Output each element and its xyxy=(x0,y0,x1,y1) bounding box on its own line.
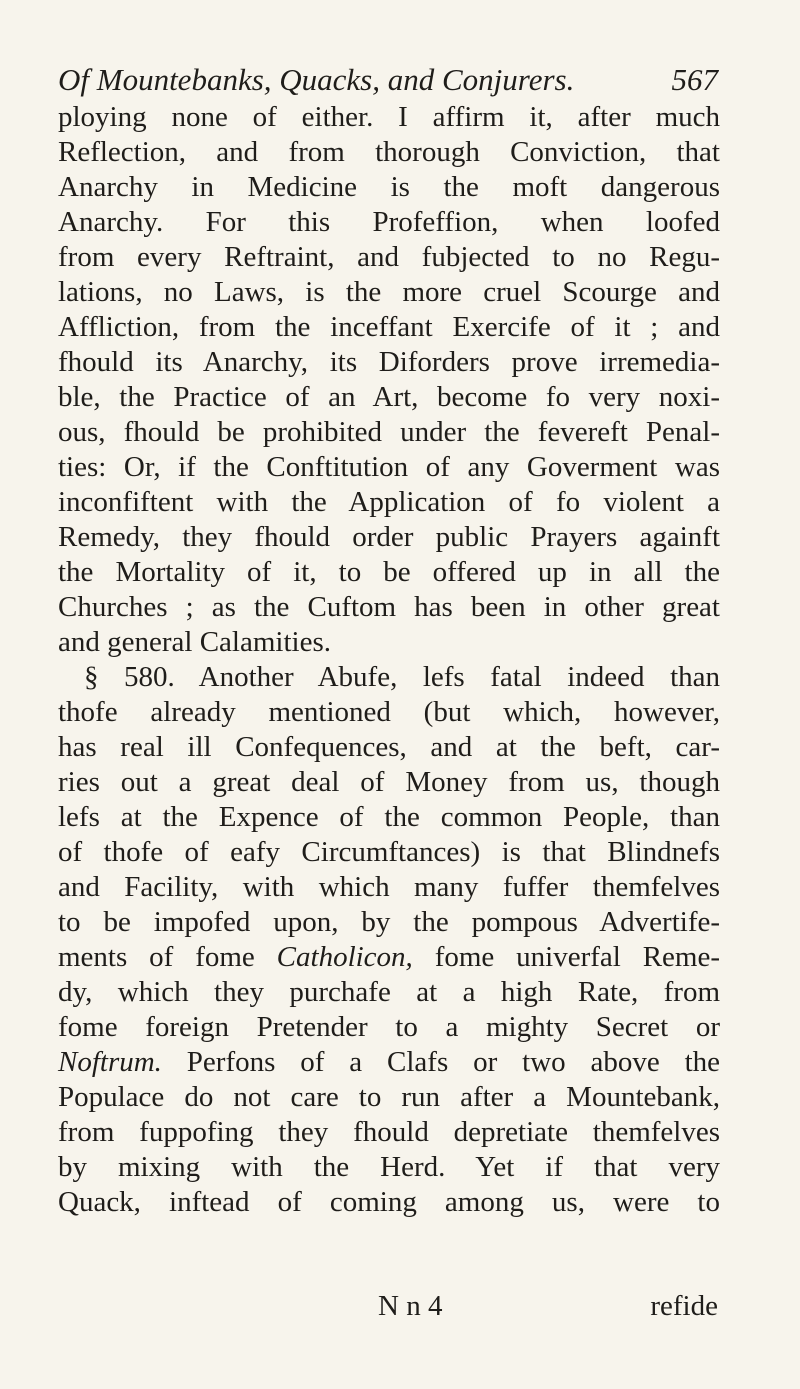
text-line: Churches ; as the Cuftom has been in other great xyxy=(58,591,720,623)
text-line: and Facility, with which many fuffer themfelves xyxy=(58,871,720,903)
page-number: 567 xyxy=(671,62,718,97)
text-line: fhould its Anarchy, its Diforders prove irremedia- xyxy=(58,346,720,378)
text-line: Anarchy in Medicine is the moft dangerous xyxy=(58,171,720,203)
text-line: fome foreign Pretender to a mighty Secret or xyxy=(58,1011,720,1043)
text-line: to be impofed upon, by the pompous Advertife- xyxy=(58,906,720,938)
text-line: lefs at the Expence of the common People, than xyxy=(58,801,720,833)
text-line: from every Reftraint, and fubjected to no Regu- xyxy=(58,241,720,273)
text-line: thofe already mentioned (but which, however, xyxy=(58,696,720,728)
text-line: ous, fhould be prohibited under the fevereft Penal- xyxy=(58,416,720,448)
running-title: Of Mountebanks, Quacks, and Conjurers. xyxy=(58,62,575,97)
text-line: ploying none of either. I affirm it, after much xyxy=(58,101,720,133)
text-line: ries out a great deal of Money from us, though xyxy=(58,766,720,798)
text-line: Anarchy. For this Profeffion, when loofed xyxy=(58,206,720,238)
text-line: Populace do not care to run after a Mountebank, xyxy=(58,1081,720,1113)
signature-mark: N n 4 xyxy=(378,1290,443,1322)
text-line: Reflection, and from thorough Conviction, that xyxy=(58,136,720,168)
text-line: ties: Or, if the Conftitution of any Goverment was xyxy=(58,451,720,483)
text-line: by mixing with the Herd. Yet if that very xyxy=(58,1151,720,1183)
text-line: has real ill Confequences, and at the beft, car- xyxy=(58,731,720,763)
text-line: and general Calamities. xyxy=(58,626,331,658)
page-footer xyxy=(58,1290,720,1326)
text-line: Remedy, they fhould order public Prayers againft xyxy=(58,521,720,553)
text-line: ments of fome Catholicon, fome univerfal Reme- xyxy=(58,941,721,973)
section-start-line: § 580. Another Abufe, lefs fatal indeed than xyxy=(84,661,720,693)
text-line: ble, the Practice of an Art, become fo very noxi- xyxy=(58,381,720,413)
text-line: dy, which they purchafe at a high Rate, from xyxy=(58,976,720,1008)
text-line: lations, no Laws, is the more cruel Scourge and xyxy=(58,276,720,308)
text-line: Affliction, from the inceffant Exercife of it ; and xyxy=(58,311,720,343)
text-line: inconfiftent with the Application of fo violent a xyxy=(58,486,720,518)
text-line: the Mortality of it, to be offered up in all the xyxy=(58,556,720,588)
text-line: of thofe of eafy Circumftances) is that Blindnefs xyxy=(58,836,720,868)
text-line: from fuppofing they fhould depretiate themfelves xyxy=(58,1116,720,1148)
catchword: refide xyxy=(650,1290,718,1322)
text-line: Noftrum. Perfons of a Clafs or two above the xyxy=(58,1046,721,1078)
body-text xyxy=(58,100,720,1220)
text-line: Quack, inftead of coming among us, were to xyxy=(58,1186,720,1218)
